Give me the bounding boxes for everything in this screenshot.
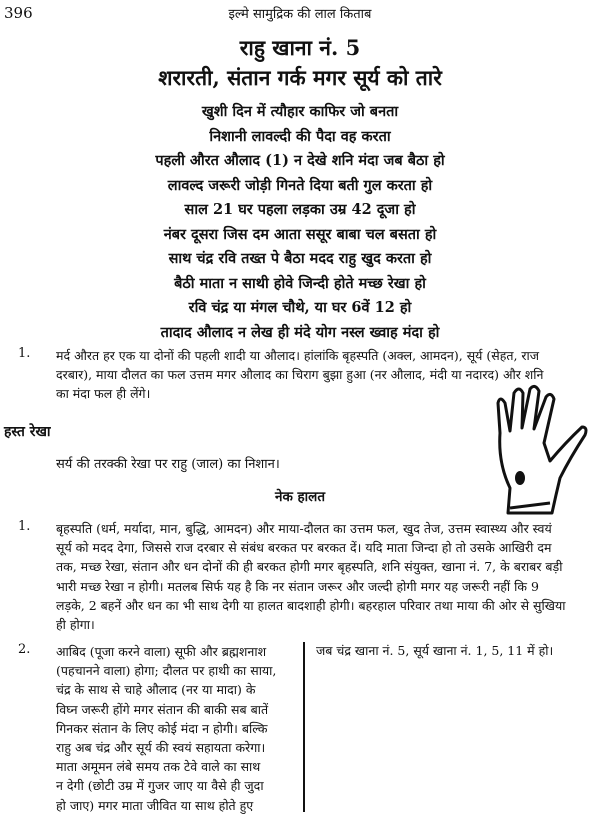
paragraph-line: गिनकर संतान के लिए कोई मंदा न होगी। बल्कि <box>56 720 268 736</box>
paragraph-line: चंद्र के साथ से चाहे औलाद (नर या मादा) के <box>56 682 256 698</box>
nek-halat-paragraph-1 <box>56 519 565 634</box>
paragraph-line: का मंदा फल ही लेंगे। <box>56 386 151 402</box>
verse-line: तादाद औलाद न लेख ही मंदे योग नस्ल ख्वाह मंदा हो <box>160 323 440 341</box>
item-number: 1. <box>18 519 31 534</box>
note-number: 1. <box>18 346 31 361</box>
hast-rekha-heading: हस्त रेखा <box>4 424 51 440</box>
item-number: 2. <box>18 642 31 657</box>
verse-line: बैठी माता न साथी होवे जिन्दी होते मच्छ रेखा हो <box>174 274 426 292</box>
paragraph-line: ही होगा। <box>56 617 95 633</box>
paragraph-line: विघ्न जरूरी होंगे मगर संतान की बाकी सब बातें <box>56 701 269 717</box>
verse-line: पहली औरत औलाद (1) न देखे शनि मंदा जब बैठा हो <box>155 152 445 169</box>
paragraph-line: तक, मच्छ रेखा, संतान और धन दोनों की ही बरकत होगी मगर बृहस्पति, शनि संयुक्त, खाना नं. 7, के बराबर बड़ी <box>56 559 563 575</box>
paragraph-line: आबिद (पूजा करने वाला) सूफी और ब्रह्मशनाश <box>56 644 267 659</box>
paragraph-line: (पहचानने वाला) होगा; दौलत पर हाथी का साया, <box>56 663 277 679</box>
note-paragraph <box>56 346 544 404</box>
verse-line: साल 21 घर पहला लड़का उम्र 42 दूजा हो <box>184 201 416 218</box>
verse-line: लावल्द जरूरी जोड़ी गिनते दिया बती गुल करता हो <box>167 176 433 194</box>
page-number: 396 <box>4 4 33 22</box>
paragraph-line: राहु अब चंद्र और सूर्य की स्वयं सहायता करेगा। <box>56 740 266 756</box>
running-header: इल्मे सामुद्रिक की लाल किताब <box>228 7 372 22</box>
paragraph-line: बृहस्पति (धर्म, मर्यादा, मान, बुद्धि, आमदन) और माया-दौलत का उत्तम फल, खुद तेज, उत्तम स्वास्थ्य और स्वयं <box>56 521 552 536</box>
verse-line: निशानी लावल्दी की पैदा वह करता <box>209 127 391 145</box>
verse-block <box>0 100 600 345</box>
paragraph-line: दरबार), माया दौलत का फल उत्तम मगर औलाद का चिराग बुझा हुआ (नर औलाद, मंदी या नदारद) और शनि <box>56 367 544 383</box>
paragraph-line: हो जाए) मगर माता जीवित या साथ होते हुए <box>56 797 254 813</box>
verse-line: नंबर दूसरा जिस दम आता ससूर बाबा चल बसता हो <box>163 225 437 243</box>
paragraph-line: न देगी (छोटी उम्र में गुजर जाए या वैसे ही जुदा <box>56 778 264 794</box>
chapter-subtitle: शरारती, संतान गर्क मगर सूर्य को तारे <box>158 65 442 90</box>
paragraph-line: भारी मच्छ रेखा न होगी। मतलब सिर्फ यह है कि नर संतान जरूर और जल्दी होगी मगर यह जरूरी नहीं कि 9 <box>56 578 539 594</box>
verse-line: साथ चंद्र रवि तख्त पे बैठा मदद राहु खुद करता हो <box>168 250 432 267</box>
chapter-title: राहु खाना नं. 5 <box>239 35 361 60</box>
nek-halat-paragraph-2-right: जब चंद्र खाना नं. 5, सूर्य खाना नं. 1, 5, 11 में हो। <box>316 643 554 658</box>
verse-line: रवि चंद्र या मंगल चौथे, या घर 6वें 12 हो <box>188 299 412 316</box>
verse-line: खुशी दिन में त्यौहार काफिर जो बनता <box>201 103 399 120</box>
nek-halat-paragraph-2-left <box>56 642 276 815</box>
paragraph-line: माता अमूमन लंबे समय तक टेवे वाले का साथ <box>56 759 261 775</box>
paragraph-line: मर्द औरत हर एक या दोनों की पहली शादी या औलाद। हांलांकि बृहस्पति (अक्ल, आमदन), सूर्य (सेहत, राज <box>56 348 540 363</box>
rahu-mark-icon <box>515 471 525 485</box>
column-divider <box>303 642 305 812</box>
paragraph-line: सूर्य को मदद देगा, जिससे राज दरबार से संबंध बरकत पर बरकत दें। यदि माता जिन्दा हो तो उसके आखिरी दम <box>56 540 552 556</box>
hast-rekha-text: सर्य की तरक्की रेखा पर राहु (जाल) का निशान। <box>56 457 280 472</box>
nek-halat-heading: नेक हालत <box>274 489 326 505</box>
paragraph-line: लड़के, 2 बहनें और धन का भी साथ देगी या हालत बादशाही होगी। बहरहाल परिवार तथा माया की ओर से सुखिया <box>56 597 566 613</box>
